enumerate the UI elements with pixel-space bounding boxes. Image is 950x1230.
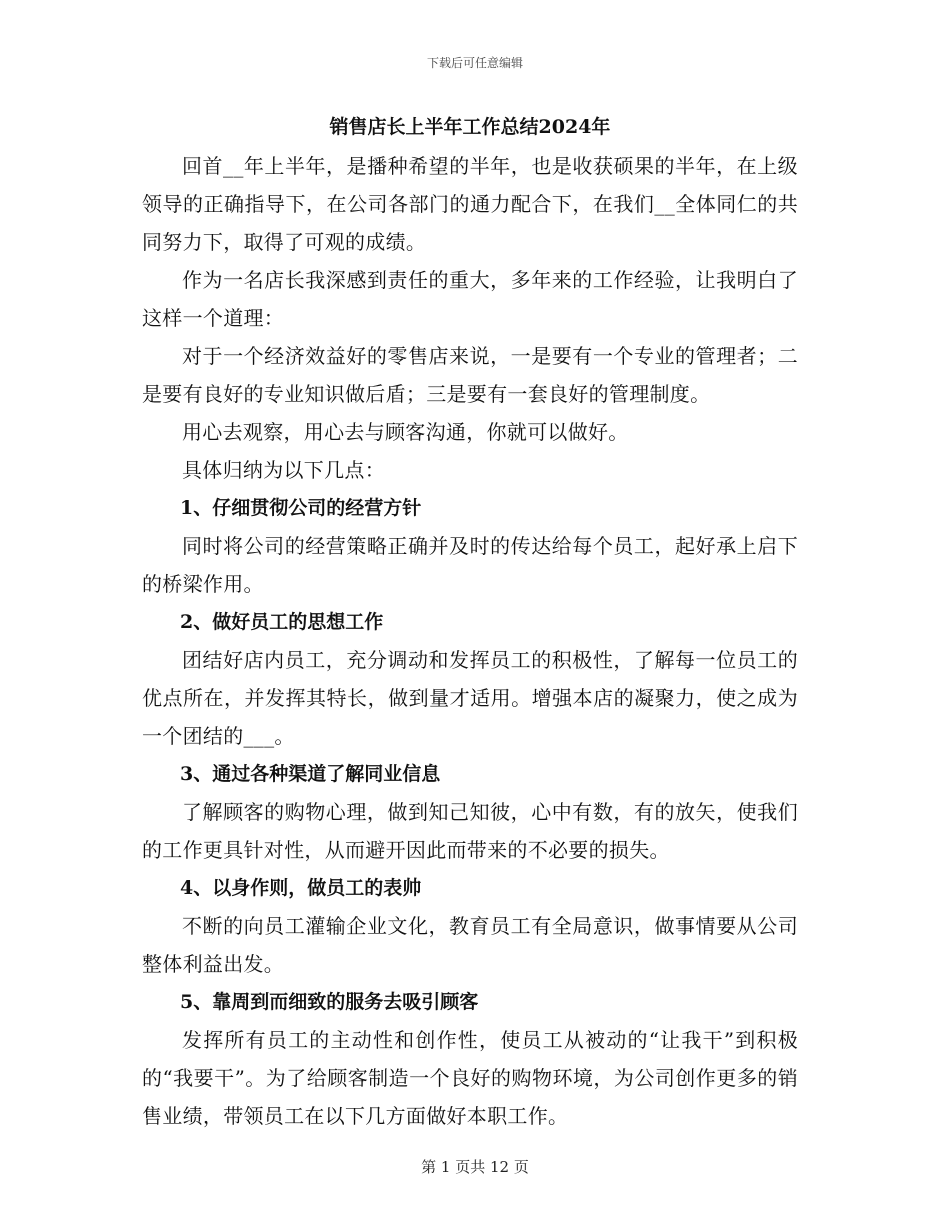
section-2 bbox=[142, 603, 798, 755]
section-heading: 4、以身作则，做员工的表帅 bbox=[180, 877, 422, 899]
document-body bbox=[142, 111, 798, 1135]
section-heading: 1、仔细贯彻公司的经营方针 bbox=[180, 497, 422, 519]
intro-paragraph-1: 回首__年上半年，是播种希望的半年，也是收获硕果的半年，在上级领导的正确指导下，在公司各部门的通力配合下，在我们__全体同仁的共同努力下，取得了可观的成绩。 bbox=[142, 154, 798, 254]
section-paragraph: 发挥所有员工的主动性和创作性，使员工从被动的“让我干”到积极的“我要干”。为了给顾客制造一个良好的购物环境，为公司创作更多的销售业绩，带领员工在以下几方面做好本职工作。 bbox=[142, 1028, 798, 1128]
section-heading: 5、靠周到而细致的服务去吸引顾客 bbox=[180, 991, 479, 1013]
section-4 bbox=[142, 869, 798, 983]
section-paragraph: 同时将公司的经营策略正确并及时的传达给每个员工，起好承上启下的桥梁作用。 bbox=[142, 534, 798, 596]
page-number: 第 1 页共 12 页 bbox=[421, 1158, 529, 1176]
section-3 bbox=[142, 755, 798, 869]
section-heading: 2、做好员工的思想工作 bbox=[180, 611, 384, 633]
document-title: 销售店长上半年工作总结2024年 bbox=[329, 116, 611, 138]
intro-paragraph-2: 作为一名店长我深感到责任的重大，多年来的工作经验，让我明白了这样一个道理： bbox=[142, 268, 798, 330]
section-paragraph: 了解顾客的购物心理，做到知己知彼，心中有数，有的放矢，使我们的工作更具针对性，从而避开因此而带来的不必要的损失。 bbox=[142, 800, 798, 862]
intro-paragraph-3: 对于一个经济效益好的零售店来说，一是要有一个专业的管理者；二是要有良好的专业知识做后盾；三是要有一套良好的管理制度。 bbox=[142, 344, 798, 406]
section-5 bbox=[142, 983, 798, 1135]
intro-paragraph-4: 用心去观察，用心去与顾客沟通，你就可以做好。 bbox=[182, 420, 629, 444]
section-paragraph: 团结好店内员工，充分调动和发挥员工的积极性，了解每一位员工的优点所在，并发挥其特长，做到量才适用。增强本店的凝聚力，使之成为一个团结的___。 bbox=[142, 648, 798, 748]
intro-paragraph-5: 具体归纳为以下几点： bbox=[182, 458, 385, 482]
page-header-note: 下载后可任意编辑 bbox=[426, 56, 523, 70]
section-1 bbox=[142, 489, 798, 603]
section-paragraph: 不断的向员工灌输企业文化，教育员工有全局意识，做事情要从公司整体利益出发。 bbox=[142, 914, 798, 976]
section-heading: 3、通过各种渠道了解同业信息 bbox=[180, 763, 441, 785]
